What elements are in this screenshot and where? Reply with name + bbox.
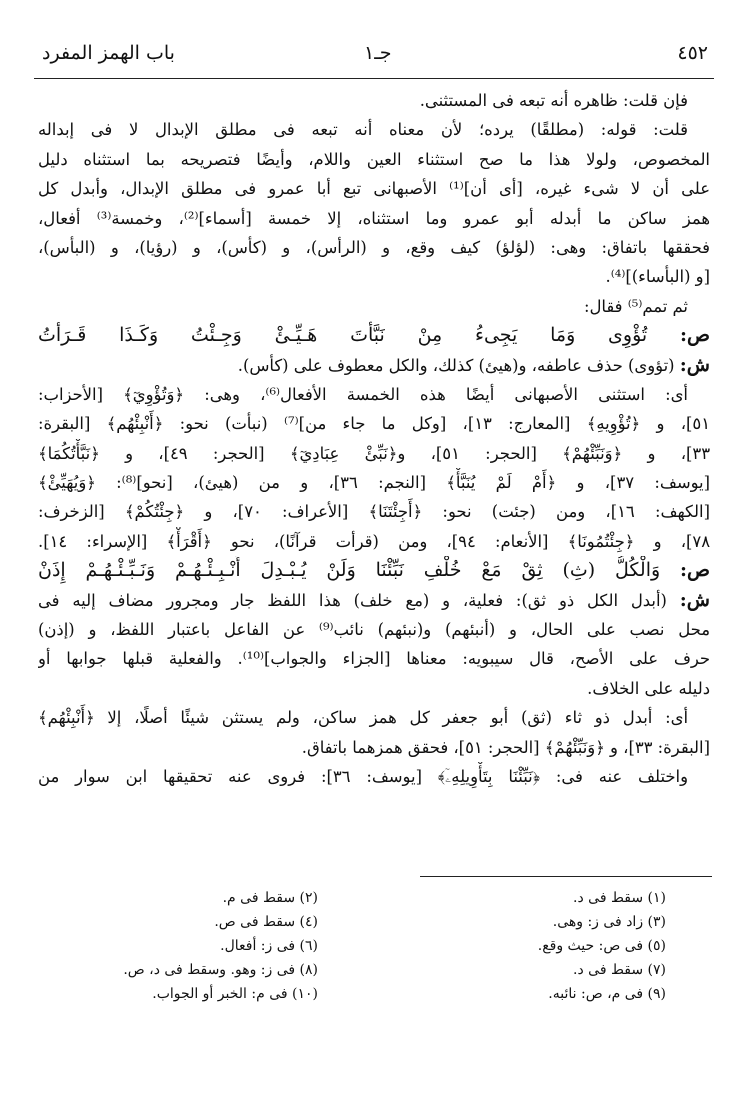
footnote: (٩) فى م، ص: نائبه. [548,986,666,1002]
text-line: أى: استثنى الأصبهانى أيضًا هذه الخمسة الأفعال⁽⁶⁾، وهى: ﴿وَتُؤْوِيٓ﴾ [الأحزاب: [38,384,688,404]
footnote: (١٠) فى م: الخبر أو الجواب. [152,986,318,1002]
text-line: همز ساكن ما أبدله أبو عمرو وما استثناه، إلا خمسة [أسماء]⁽²⁾، وخمسة⁽³⁾ أفعال، [38,208,710,228]
footnote: (١) سقط فى د. [573,890,666,906]
verse-text: وَالْكُلُّ (ثِ) ثِقْ مَعْ خُلْفِ نَبِّئْنَا وَلَنْ يُـبْـدِلَ أَنْـبِـئْـهُـمْ وَنَـبِّـئْـهُـمْ إِذَنْ [38,559,661,582]
footnote: (٢) سقط فى م. [222,890,318,906]
text-line: دليله على الخلاف. [587,678,710,698]
text-line: على أن لا شىء غيره، [أى أن]⁽¹⁾ الأصبهانى تبع أبا عمرو فى مطلق الإبدال، وأبدل كل [38,179,710,199]
commentary-tag: ش: [679,353,710,376]
text-line: المخصوص، ولولا هذا ما صح استثناء العين واللام، وأيضًا فتصريحه بما استثناه دليل [38,149,710,169]
text-line: واختلف عنه فى: ﴿نَبِّئْنَا بِتَأْوِيلِهِۦٓ﴾ [يوسف: ٣٦]: فروى عنه تحقيقها ابن سوار من [38,766,688,786]
verse-line [38,556,710,585]
commentary-line [38,586,710,615]
verse-text: تُؤْوِى وَمَا يَجِىءُ مِنْ نَبَّأْتَ هَـيِّـئْ وَجِـئْتُ وَكَـذَا قَـرَأْتُ [38,324,648,347]
text-line: ثم تمم⁽⁵⁾ فقال: [583,296,688,316]
footnote: (٨) فى ز: وهو. وسقط فى د، ص. [123,962,318,978]
text-line: ٧٨]، و ﴿جِئْتُمُونَا﴾ [الأنعام: ٩٤]، ومن (قرأت قرآنًا)، نحو ﴿أَقْرَأْ﴾ [الإسراء: ١٤]. [38,531,710,551]
verse-tag: ص: [680,324,710,347]
footnote: (٣) زاد فى ز: وهى. [552,914,666,930]
page-header [34,38,714,79]
footnote-separator [420,876,712,877]
text-line: أى: أبدل ذو ثاء (ثق) أبو جعفر كل همز ساكن، ولم يستثن شيئًا أصلًا، إلا ﴿أَنْبِئْهُم﴾ [38,708,688,728]
chapter-title: باب الهمز المفرد [42,42,175,64]
page-body [38,86,710,791]
volume-label: جـ١ [364,42,392,64]
text-line: ٣٣]، و ﴿وَنَبِّئْهُمْ﴾ [الحجر: ٥١]، و﴿نَبِّئْ عِبَادِيٓ﴾ [الحجر: ٤٩]، و ﴿نَبَّأْتُكُمَا﴾ [38,443,710,463]
footnote-row [40,982,710,1006]
commentary-tag: ش: [679,588,710,611]
text-line: محل نصب على الحال، و (أنبئهم) و(نبئهم) نائب⁽⁹⁾ عن الفاعل باعتبار اللفظ، و (إذن) [38,620,710,640]
footnote-row [40,910,710,934]
commentary-text: (أبدل الكل ذو ثق): فعلية، و (مع خلف) هذا اللفظ جار ومجرور مضاف إليه فى [38,590,667,610]
text-line: [يوسف: ٣٧]، و ﴿أَمْ لَمْ يُنَبَّأْ﴾ [النجم: ٣٦]، و من (هيئ)، [نحو]⁽⁸⁾: ﴿وَيُهَيِّئْ﴾ [38,473,710,493]
footnote-row [40,934,710,958]
footnote: (٦) فى ز: أفعال. [220,938,318,954]
text-line: [و (البأساء)]⁽⁴⁾. [605,267,710,287]
text-line: حرف على الأصح، قال سيبويه: معناها [الجزاء والجواب]⁽¹⁰⁾. والفعلية قبلها جوابها أو [38,649,710,669]
footnote-row [40,958,710,982]
verse-line [38,321,710,350]
commentary-text: (تؤوى) حذف عاطفه، و(هيئ) كذلك، والكل معطوف على (كأس). [237,355,675,375]
page-number: ٤٥٢ [677,42,708,64]
footnote: (٥) فى ص: حيث وقع. [537,938,666,954]
footnotes [40,886,710,1006]
commentary-line [38,351,710,380]
text-line: ٥١]، و ﴿تُؤْوِيهِ﴾ [المعارج: ١٣]، [وكل ما جاء من]⁽⁷⁾ (نبأت) نحو: ﴿أَنْبِئْهُم﴾ [البقرة: [38,414,710,434]
text-line: فحققها باتفاق: وهى: (لؤلؤ) كيف وقع، و (الرأس)، و (كأس)، و (رؤيا)، و (البأس)، [38,237,710,257]
footnote-row [40,886,710,910]
text-line: فإن قلت: ظاهره أنه تبعه فى المستثنى. [419,91,688,110]
text-line: قلت: قوله: (مطلقًا) يرده؛ لأن معناه أنه تبعه فى مطلق الإبدال لا فى إبداله [38,120,688,140]
verse-tag: ص: [680,559,710,582]
text-line: [البقرة: ٣٣]، و ﴿وَنَبِّئْهُمْ﴾ [الحجر: ٥١]، فحقق همزهما باتفاق. [301,737,710,757]
footnote: (٤) سقط فى ص. [214,914,318,930]
text-line: [الكهف: ١٦]، ومن (جئت) نحو: ﴿أَجِئْتَنَا﴾ [الأعراف: ٧٠]، و ﴿جِئْتُكُمْ﴾ [الزخرف: [38,502,710,522]
footnote: (٧) سقط فى د. [573,962,666,978]
